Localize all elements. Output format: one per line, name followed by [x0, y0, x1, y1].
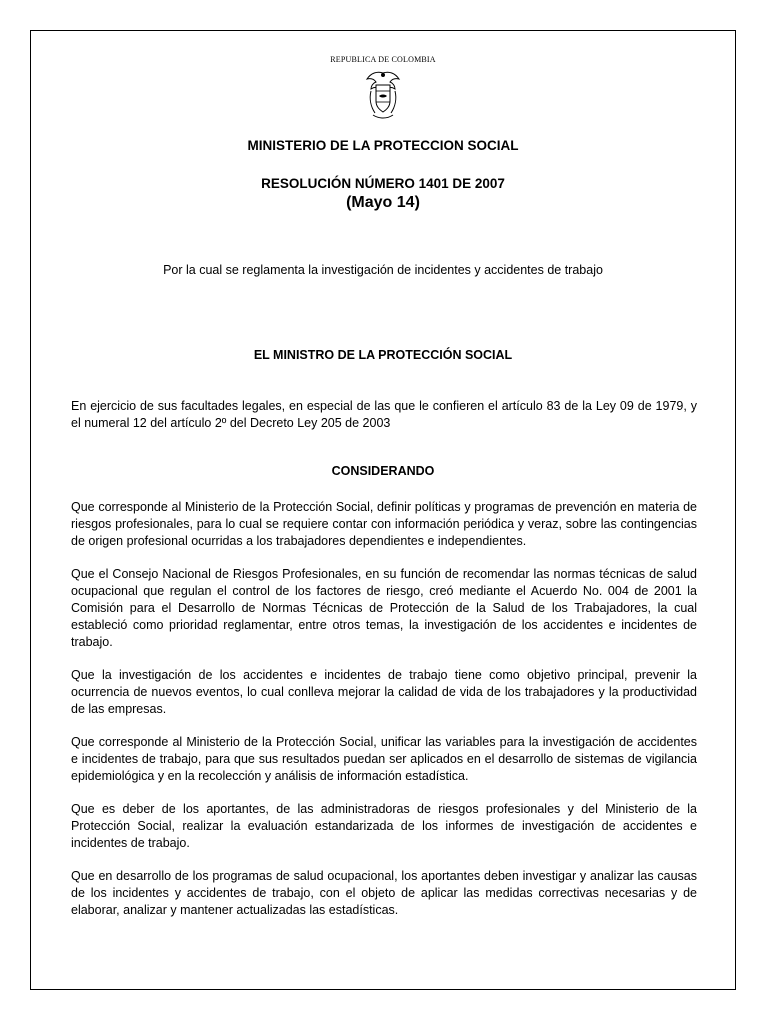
country-header: REPUBLICA DE COLOMBIA [330, 55, 436, 64]
resolution-subject: Por la cual se reglamenta la investigación de incidentes y accidentes de trabajo [163, 263, 603, 277]
document-page [30, 30, 736, 990]
consideration-paragraph: Que la investigación de los accidentes e incidentes de trabajo tiene como objetivo principal, prevenir la ocurrencia de nuevos eventos, lo cual conlleva mejorar la calidad de vida de los trabajadores y la productividad de las empresas. [71, 668, 697, 716]
faculties-paragraph: En ejercicio de sus facultades legales, en especial de las que le confieren el artículo 83 de la Ley 09 de 1979, y el numeral 12 del artículo 2º del Decreto Ley 205 de 2003 [71, 399, 697, 430]
consideration-paragraph: Que corresponde al Ministerio de la Protección Social, unificar las variables para la investigación de accidentes e incidentes de trabajo, para que sus resultados puedan ser aplicados en el desarrollo de sistemas de vigilancia epidemiológica y en la recolección y análisis de información estadística. [71, 735, 697, 783]
consideration-paragraph: Que en desarrollo de los programas de salud ocupacional, los aportantes deben investigar y analizar las causas de los incidentes y accidentes de trabajo, con el objeto de aplicar las medidas correctivas necesarias y de elaborar, analizar y mantener actualizadas las estadísticas. [71, 869, 697, 917]
consideration-paragraph: Que es deber de los aportantes, de las administradoras de riesgos profesionales y del Ministerio de la Protección Social, realizar la evaluación estandarizada de los informes de investigación de accidentes e incidentes de trabajo. [71, 802, 697, 850]
considering-heading: CONSIDERANDO [331, 464, 435, 478]
minister-heading: EL MINISTRO DE LA PROTECCIÓN SOCIAL [253, 348, 513, 362]
coat-of-arms-icon [363, 69, 403, 121]
consideration-paragraph: Que el Consejo Nacional de Riesgos Profesionales, en su función de recomendar las normas técnicas de salud ocupacional que regulan el control de los factores de riesgo, creó mediante el Acuerdo No. 004 de 2001 la Comisión para el Desarrollo de Normas Técnicas de Protección de la Salud de los Trabajadores, la cual estableció como prioridad reglamentar, entre otros temas, la investigación de los accidentes e incidentes de trabajo. [71, 567, 697, 649]
resolution-date: (Mayo 14) [346, 194, 420, 211]
ministry-title: MINISTERIO DE LA PROTECCION SOCIAL [247, 138, 519, 153]
resolution-number: RESOLUCIÓN NÚMERO 1401 DE 2007 [261, 176, 505, 191]
considerations-list [71, 499, 697, 935]
consideration-paragraph: Que corresponde al Ministerio de la Protección Social, definir políticas y programas de prevención en materia de riesgos profesionales, para lo cual se requiere contar con información periódica y veraz, sobre las contingencias de origen profesional ocurridas a los trabajadores dependientes e independientes. [71, 500, 697, 548]
